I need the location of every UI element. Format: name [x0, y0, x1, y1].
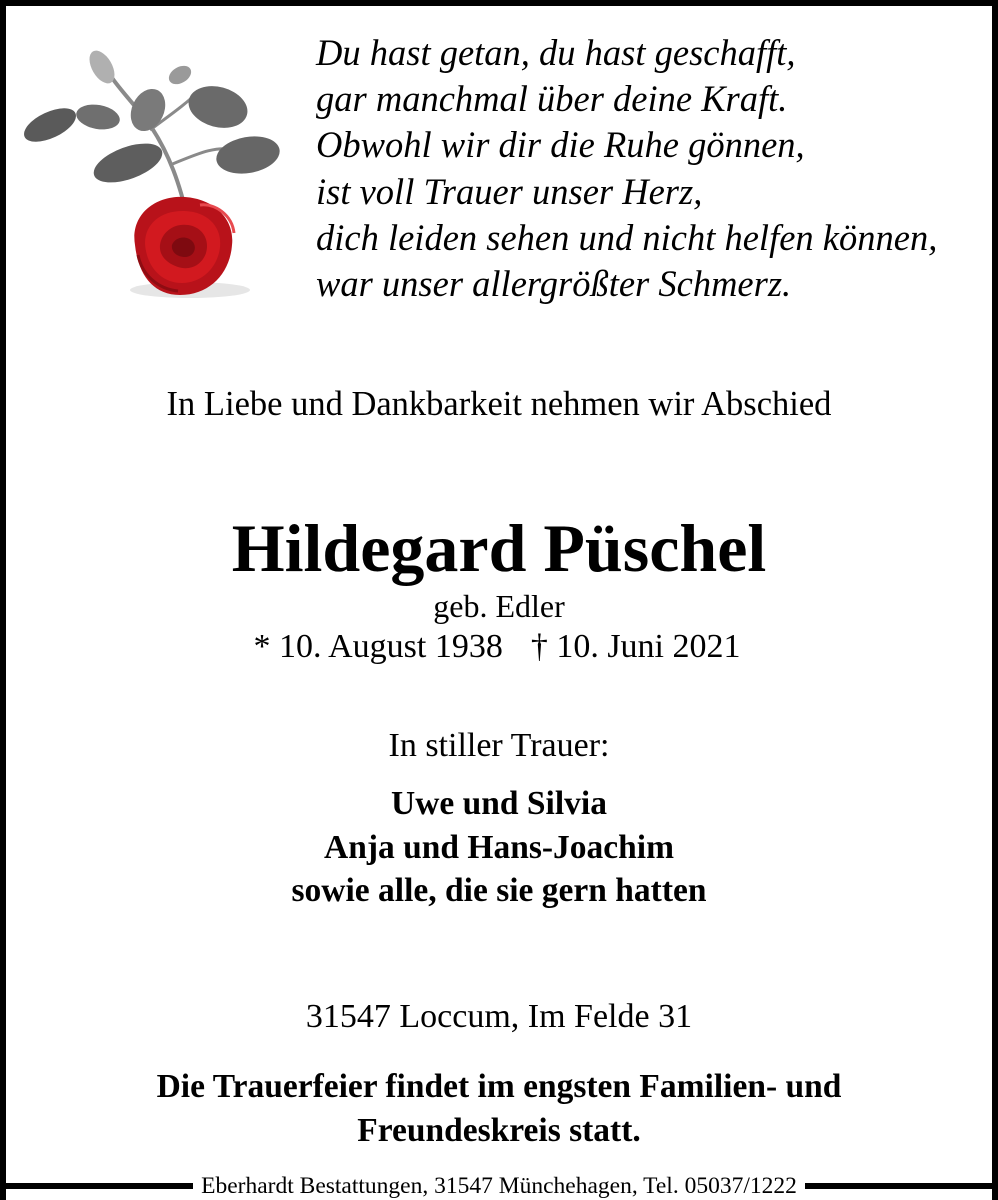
red-rose-icon — [20, 45, 290, 305]
mourner-line: sowie alle, die sie gern hatten — [291, 872, 707, 909]
mourners-list — [0, 782, 998, 913]
life-dates — [0, 628, 996, 666]
birth-name: geb. Edler — [433, 588, 565, 624]
poem-line: war unser allergrößter Schmerz. — [316, 263, 792, 305]
mourning-address: 31547 Loccum, Im Felde 31 — [305, 998, 693, 1035]
mourning-label: In stiller Trauer: — [388, 727, 610, 764]
ceremony-notice — [0, 1065, 998, 1152]
poem-line: ist voll Trauer unser Herz, — [316, 170, 703, 212]
deceased-name: Hildegard Püschel — [231, 510, 767, 586]
poem-line: Du hast getan, du hast geschafft, — [316, 32, 796, 73]
poem-line: dich leiden sehen und nicht helfen können, — [316, 216, 938, 258]
mourner-line: Anja und Hans-Joachim — [324, 828, 674, 866]
footer — [0, 1172, 998, 1200]
ceremony-line: Freundeskreis statt. — [357, 1111, 641, 1149]
poem-line: Obwohl wir dir die Ruhe gönnen, — [316, 124, 805, 166]
funeral-home-credit: Eberhardt Bestattungen, 31547 Münchehagen, Tel. 05037/1222 — [201, 1172, 797, 1199]
birth-date: * 10. August 1938 — [253, 628, 503, 665]
poem — [316, 30, 986, 307]
footer-rule-right — [805, 1183, 998, 1189]
poem-line: gar manchmal über deine Kraft. — [316, 78, 788, 120]
footer-rule-left — [0, 1183, 193, 1189]
farewell-intro: In Liebe und Dankbarkeit nehmen wir Abschied — [166, 385, 832, 423]
ceremony-line: Die Trauerfeier findet im engsten Familien- und — [156, 1068, 842, 1105]
death-date: † 10. Juni 2021 — [530, 628, 741, 665]
mourner-line: Uwe und Silvia — [391, 785, 607, 822]
